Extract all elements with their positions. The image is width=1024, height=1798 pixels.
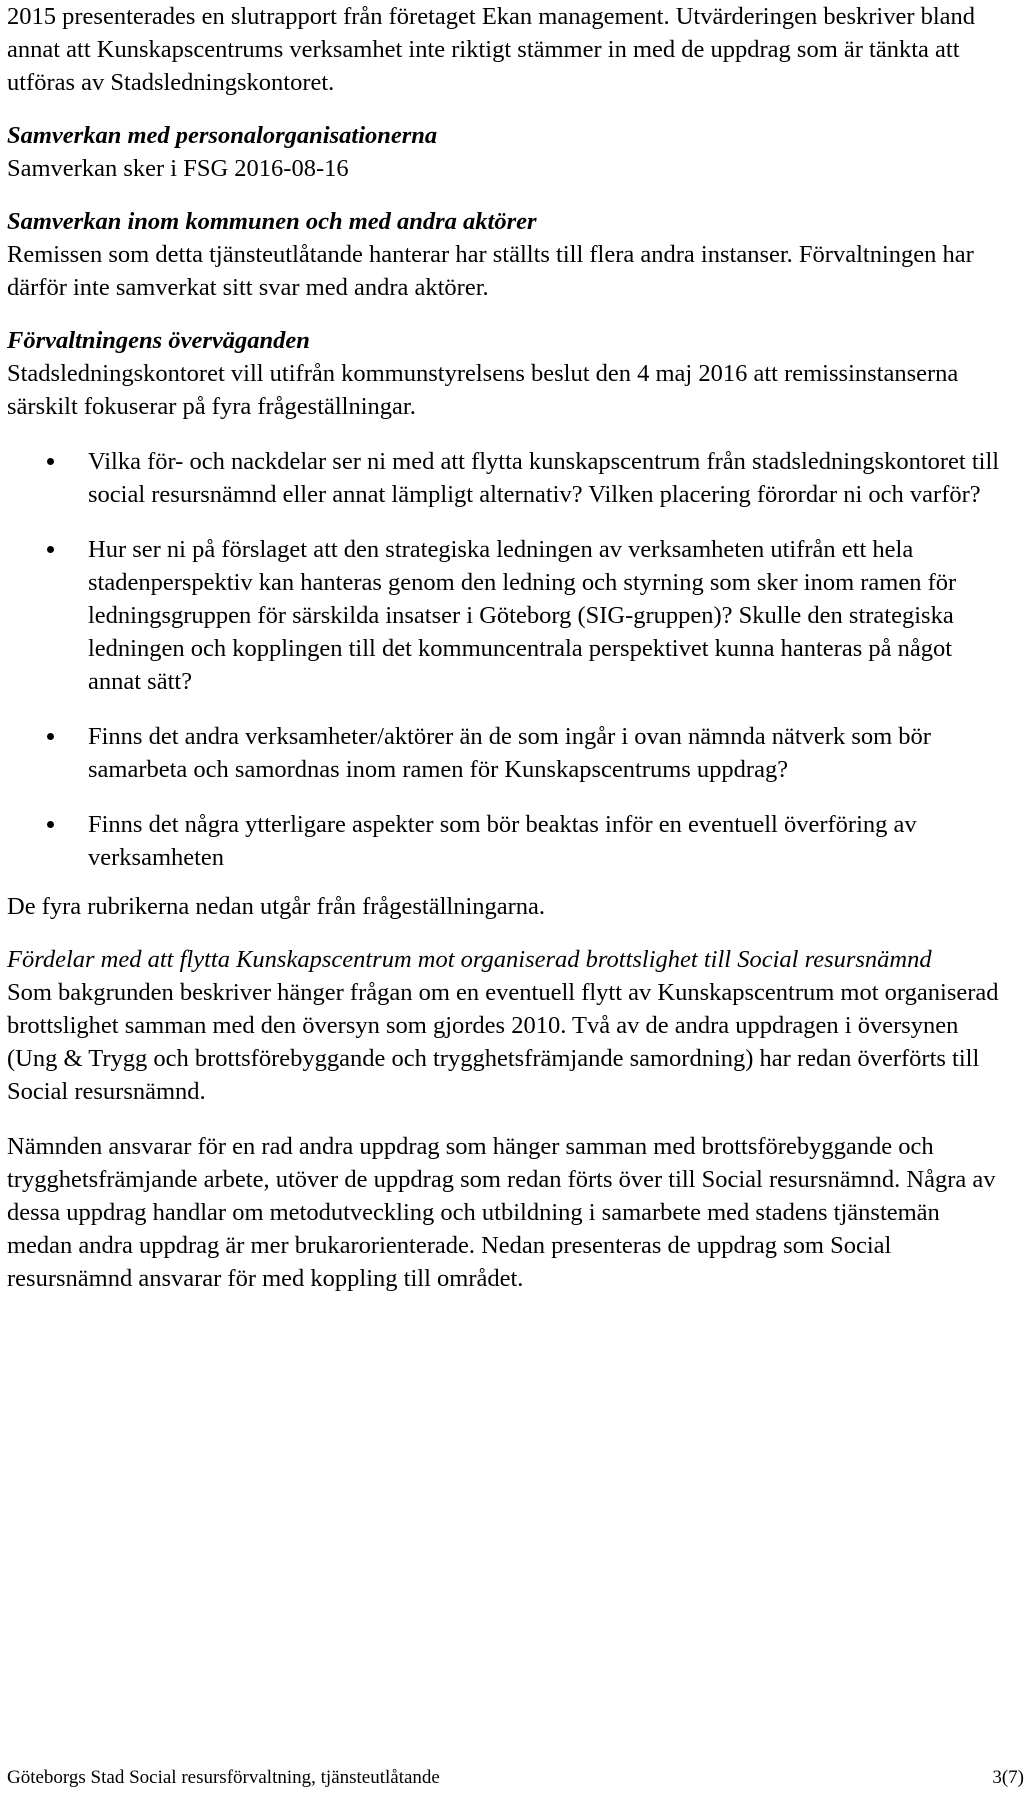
- questions-followup-paragraph: De fyra rubrikerna nedan utgår från frågeställningarna.: [7, 893, 546, 920]
- question-item: [7, 445, 1007, 511]
- question-item: [7, 533, 1007, 698]
- heading-samverkan-kommunen: Samverkan inom kommunen och med andra aktörer: [7, 208, 537, 235]
- question-text: Hur ser ni på förslaget att den strategiska ledningen av verksamheten utifrån ett hela stadenperspektiv kan hanteras genom den ledning och styrning som sker inom ramen för ledningsgruppen för särskilda insatser i Göteborg (SIG-gruppen)? Skulle den strategiska ledningen och kopplingen till det kommuncentrala perspektivet kunna hanteras på något annat sätt?: [88, 536, 957, 695]
- question-item: [7, 808, 1007, 874]
- samverkan-personal-paragraph: Samverkan sker i FSG 2016-08-16: [7, 155, 349, 182]
- document-body: [7, 0, 1007, 1295]
- heading-forvaltningens-overvaganden: Förvaltningens överväganden: [7, 327, 310, 354]
- question-list: [7, 445, 1007, 874]
- bullet-dot-icon: [47, 733, 54, 740]
- fordelar-paragraph-1: Som bakgrunden beskriver hänger frågan om en eventuell flytt av Kunskapscentrum mot organiserad brottslighet samman med den översyn som gjordes 2010. Två av de andra uppdragen i översynen (Ung & Trygg och brottsförebyggande och trygghetsfrämjande samordning) har redan överförts till Social resursnämnd.: [7, 979, 999, 1105]
- page-number: 3(7): [992, 1767, 1024, 1788]
- heading-fordelar: Fördelar med att flytta Kunskapscentrum mot organiserad brottslighet till Social resursnämnd: [7, 946, 932, 973]
- fordelar-paragraph-2: Nämnden ansvarar för en rad andra uppdrag som hänger samman med brottsförebyggande och trygghetsfrämjande arbete, utöver de uppdrag som redan förts över till Social resursnämnd. Några av dessa uppdrag handlar om metodutveckling och utbildning i samarbete med stadens tjänstemän medan andra uppdrag är mer brukarorienterade. Nedan presenteras de uppdrag som Social resursnämnd ansvarar för med koppling till området.: [7, 1133, 996, 1292]
- footer-organization: Göteborgs Stad Social resursförvaltning, tjänsteutlåtande: [7, 1767, 440, 1788]
- overvaganden-paragraph: Stadsledningskontoret vill utifrån kommunstyrelsens beslut den 4 maj 2016 att remissinstanserna särskilt fokuserar på fyra frågeställningar.: [7, 360, 959, 420]
- page-footer: [7, 1766, 1024, 1790]
- question-text: Vilka för- och nackdelar ser ni med att flytta kunskapscentrum från stadsledningskontoret till social resursnämnd eller annat lämpligt alternativ? Vilken placering förordar ni och varför?: [88, 448, 1000, 508]
- samverkan-kommun-paragraph: Remissen som detta tjänsteutlåtande hanterar har ställts till flera andra instanser. Förvaltningen har därför inte samverkat sitt svar med andra aktörer.: [7, 241, 974, 301]
- bullet-dot-icon: [47, 546, 54, 553]
- question-text: Finns det några ytterligare aspekter som bör beaktas inför en eventuell överföring av verksamheten: [88, 811, 917, 871]
- question-text: Finns det andra verksamheter/aktörer än de som ingår i ovan nämnda nätverk som bör samarbeta och samordnas inom ramen för Kunskapscentrums uppdrag?: [88, 723, 931, 783]
- bullet-dot-icon: [47, 821, 54, 828]
- intro-paragraph: 2015 presenterades en slutrapport från företaget Ekan management. Utvärderingen beskriver bland annat att Kunskapscentrums verksamhet inte riktigt stämmer in med de uppdrag som är tänkta att utföras av Stadsledningskontoret.: [7, 3, 976, 96]
- question-item: [7, 720, 1007, 786]
- heading-samverkan-personalorganisationer: Samverkan med personalorganisationerna: [7, 122, 438, 149]
- bullet-dot-icon: [47, 458, 54, 465]
